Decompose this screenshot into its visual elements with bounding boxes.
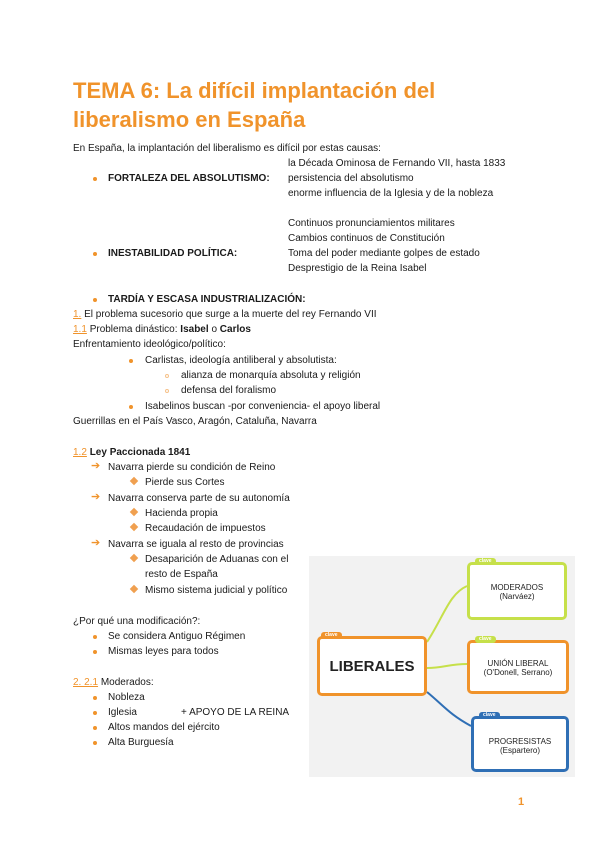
question-item-1: Se considera Antiguo Régimen	[108, 631, 246, 642]
bullet-icon	[93, 711, 97, 715]
union-liberal-title: UNIÓN LIBERAL	[487, 659, 549, 668]
bullet-icon	[129, 359, 133, 363]
arrow-3-sub-1b: resto de España	[145, 569, 218, 580]
section12-title: Ley Paccionada 1841	[89, 447, 191, 458]
progresistas-title: PROGRESISTAS	[488, 737, 552, 746]
question-text: ¿Por qué una modificación?:	[73, 616, 201, 627]
section2-label: Moderados:	[100, 677, 154, 688]
enfrentamiento-text: Enfrentamiento ideológico/político:	[73, 339, 226, 350]
section1-line	[73, 308, 377, 321]
moderados-sub: (Narváez)	[499, 592, 535, 601]
bullet-icon	[93, 252, 97, 256]
union-liberal-sub: (O'Donell, Serrano)	[483, 668, 553, 677]
section1-number: 1.	[73, 309, 82, 320]
moderados-node	[467, 562, 567, 620]
progresistas-tag: clave	[479, 712, 500, 719]
moderados-tag: clave	[475, 558, 496, 565]
diamond-bullet-icon	[130, 477, 138, 485]
page-number: 1	[518, 796, 525, 808]
connector-union	[427, 664, 467, 668]
connector-moderados	[427, 586, 467, 642]
moderados-item-3: Altos mandos del ejército	[108, 722, 220, 733]
bullet-icon	[129, 405, 133, 409]
liberales-node	[317, 636, 427, 696]
inestabilidad-detail-3: Toma del poder mediante golpes de estado	[288, 248, 480, 259]
absolutismo-detail-2: persistencia del absolutismo	[288, 173, 414, 184]
cause-inestabilidad-label: INESTABILIDAD POLÍTICA:	[108, 248, 238, 259]
section11-text: Problema dinástico:	[89, 324, 178, 335]
inestabilidad-detail-1: Continuos pronunciamientos militares	[288, 218, 455, 229]
bullet-icon	[93, 726, 97, 730]
arrow-right-icon: ➔	[91, 491, 101, 503]
arrow-item-1: Navarra pierde su condición de Reino	[108, 462, 276, 473]
page-title: TEMA 6: La difícil implantación del liberalismo en España	[73, 78, 436, 132]
moderados-item-2: Iglesia	[108, 707, 137, 718]
arrow-item-2: Navarra conserva parte de su autonomía	[108, 493, 290, 504]
union-liberal-node	[467, 640, 569, 694]
arrow-right-icon: ➔	[91, 537, 101, 549]
carlistas-text: Carlistas, ideología antiliberal y absolutista:	[145, 355, 337, 366]
liberales-diagram	[309, 556, 575, 777]
cause-absolutismo-label: FORTALEZA DEL ABSOLUTISMO:	[108, 173, 270, 184]
arrow-3-sub-1: Desaparición de Aduanas con el	[145, 554, 289, 565]
arrow-1-sub-1: Pierde sus Cortes	[145, 477, 225, 488]
section2-heading	[73, 676, 154, 689]
absolutismo-detail-3: enorme influencia de la Iglesia y de la nobleza	[288, 188, 494, 199]
carlistas-item-2: defensa del foralismo	[181, 385, 277, 396]
carlistas-item-1: alianza de monarquía absoluta y religión	[181, 370, 361, 381]
diamond-bullet-icon	[130, 554, 138, 562]
moderados-item-4: Alta Burguesía	[108, 737, 174, 748]
bullet-icon	[93, 177, 97, 181]
arrow-right-icon: ➔	[91, 460, 101, 472]
arrow-2-sub-1: Hacienda propia	[145, 508, 218, 519]
arrow-3-sub-2: Mismo sistema judicial y político	[145, 585, 288, 596]
absolutismo-detail-1: la Década Ominosa de Fernando VII, hasta 1833	[288, 158, 506, 169]
apoyo-reina-text: + APOYO DE LA REINA	[181, 707, 290, 718]
section11-number: 1.1	[73, 324, 87, 335]
arrow-item-3: Navarra se iguala al resto de provincias	[108, 539, 284, 550]
bullet-icon	[93, 696, 97, 700]
union-liberal-tag: clave	[475, 636, 496, 643]
bullet-icon	[93, 298, 97, 302]
carlos-text: Carlos	[219, 324, 251, 335]
section12-number: 1.2	[73, 447, 87, 458]
diamond-bullet-icon	[130, 523, 138, 531]
isabel-text: Isabel	[180, 324, 209, 335]
diamond-bullet-icon	[130, 508, 138, 516]
sub-bullet-icon	[165, 374, 169, 378]
liberales-label: LIBERALES	[329, 658, 415, 675]
bullet-icon	[93, 650, 97, 654]
moderados-item-1: Nobleza	[108, 692, 145, 703]
moderados-title: MODERADOS	[490, 583, 544, 592]
inestabilidad-detail-4: Desprestigio de la Reina Isabel	[288, 263, 427, 274]
diamond-bullet-icon	[130, 585, 138, 593]
section1-text: El problema sucesorio que surge a la muerte del rey Fernando VII	[84, 309, 377, 320]
o-text: o	[211, 324, 217, 335]
section12-heading	[73, 446, 190, 459]
liberales-tag: clave	[321, 632, 342, 639]
connector-progresistas	[427, 692, 471, 726]
question-item-2: Mismas leyes para todos	[108, 646, 219, 657]
progresistas-sub: (Espartero)	[499, 746, 540, 755]
guerrillas-text: Guerrillas en el País Vasco, Aragón, Cataluña, Navarra	[73, 416, 317, 427]
intro-text: En España, la implantación del liberalismo es difícil por estas causas:	[73, 143, 381, 154]
isabelinos-text: Isabelinos buscan -por conveniencia- el apoyo liberal	[145, 401, 381, 412]
inestabilidad-detail-2: Cambios continuos de Constitución	[288, 233, 445, 244]
arrow-2-sub-2: Recaudación de impuestos	[145, 523, 266, 534]
section11-line	[73, 323, 251, 336]
section2-number: 2. 2.1	[73, 677, 99, 688]
sub-bullet-icon	[165, 389, 169, 393]
cause-industrializacion-label: TARDÍA Y ESCASA INDUSTRIALIZACIÓN:	[108, 294, 306, 305]
progresistas-node	[471, 716, 569, 772]
bullet-icon	[93, 741, 97, 745]
bullet-icon	[93, 635, 97, 639]
